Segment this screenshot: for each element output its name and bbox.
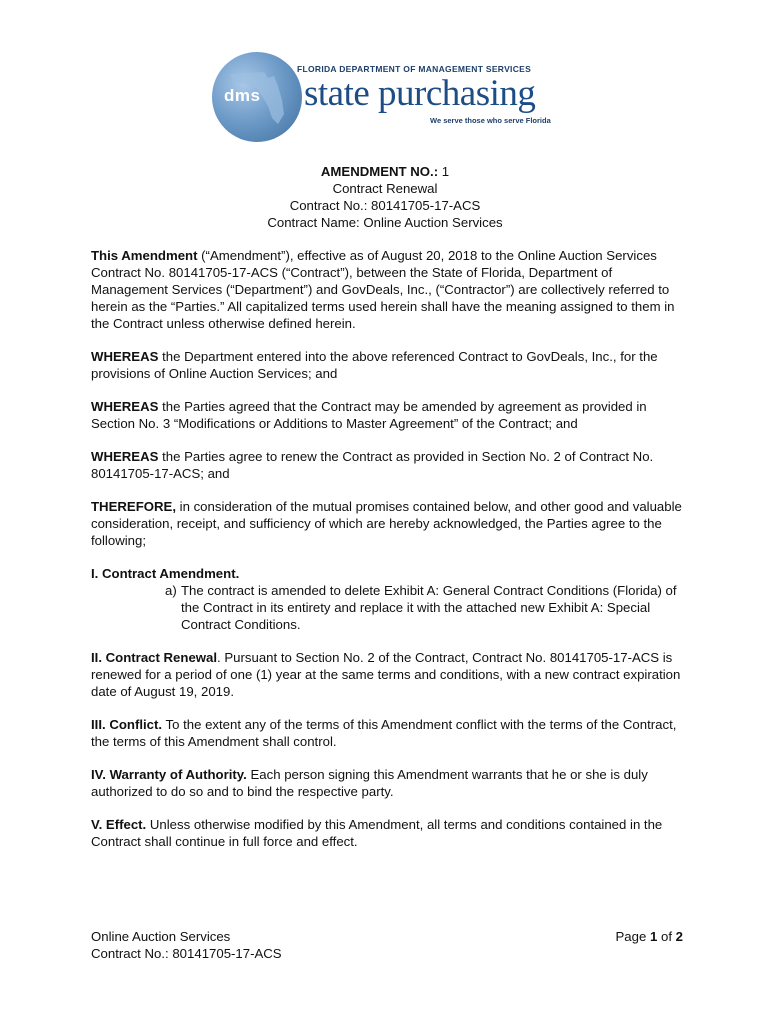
section-4-paragraph: IV. Warranty of Authority. Each person signing this Amendment warrants that he or she is duly authorized to do so and to bind the respective party. (91, 767, 648, 799)
footer-contract-title: Online Auction Services (91, 929, 231, 944)
document-header (0, 163, 770, 231)
amendment-number: AMENDMENT NO.: 1 (320, 164, 450, 179)
contract-name: Contract Name: Online Auction Services (267, 215, 503, 230)
page-footer (91, 928, 683, 962)
therefore-paragraph: THEREFORE, in consideration of the mutual promises contained below, and other good and valuable consideration, receipt, and sufficiency of which are hereby acknowledged, the Parties agree to the following; (91, 499, 682, 548)
logo-title: state purchasing (304, 73, 536, 114)
dms-state-purchasing-logo (212, 50, 562, 145)
contract-number: Contract No.: 80141705-17-ACS (289, 198, 481, 213)
logo-mark: dms (224, 86, 261, 105)
document-body (91, 247, 683, 866)
section-2-paragraph: II. Contract Renewal. Pursuant to Section No. 2 of the Contract, Contract No. 80141705-17-ACS is renewed for a period of one (1) year at the same terms and conditions, with a new contract expiration date of August 19, 2019. (91, 650, 681, 699)
intro-paragraph: This Amendment (“Amendment”), effective as of August 20, 2018 to the Online Auction Services Contract No. 80141705-17-ACS (“Contract”), between the State of Florida, Department of Management Services (“Department”) and GovDeals, Inc., (“Contractor”) are collectively referred to herein as the “Parties.” All capitalized terms used herein shall have the meaning assigned to them in the Contract unless otherwise defined herein. (91, 248, 675, 331)
whereas-paragraph-3: WHEREAS the Parties agree to renew the Contract as provided in Section No. 2 of Contract No. 80141705-17-ACS; and (91, 449, 654, 481)
whereas-paragraph-1: WHEREAS the Department entered into the above referenced Contract to GovDeals, Inc., for the provisions of Online Auction Services; and (91, 349, 658, 381)
whereas-paragraph-2: WHEREAS the Parties agreed that the Contract may be amended by agreement as provided in Section No. 3 “Modifications or Additions to Master Agreement” of the Contract; and (91, 399, 647, 431)
section-5-paragraph: V. Effect. Unless otherwise modified by this Amendment, all terms and conditions contained in the Contract shall continue in full force and effect. (91, 817, 663, 849)
logo-tagline: We serve those who serve Florida (430, 116, 551, 125)
footer-contract-number: Contract No.: 80141705-17-ACS (91, 946, 282, 961)
section-1-heading: I. Contract Amendment. (91, 566, 240, 581)
section-3-paragraph: III. Conflict. To the extent any of the terms of this Amendment conflict with the terms of the Contract, the terms of this Amendment shall control. (91, 717, 677, 749)
page-number: Page 1 of 2 (615, 929, 683, 944)
footer-left (91, 928, 282, 962)
logo-agency: FLORIDA DEPARTMENT OF MANAGEMENT SERVICES (297, 64, 532, 74)
section-1-item-a: a) The contract is amended to delete Exhibit A: General Contract Conditions (Florida) of the Contract in its entirety and replace it with the attached new Exhibit A: Special Contract Conditions. (165, 583, 677, 632)
amendment-type: Contract Renewal (332, 181, 438, 196)
